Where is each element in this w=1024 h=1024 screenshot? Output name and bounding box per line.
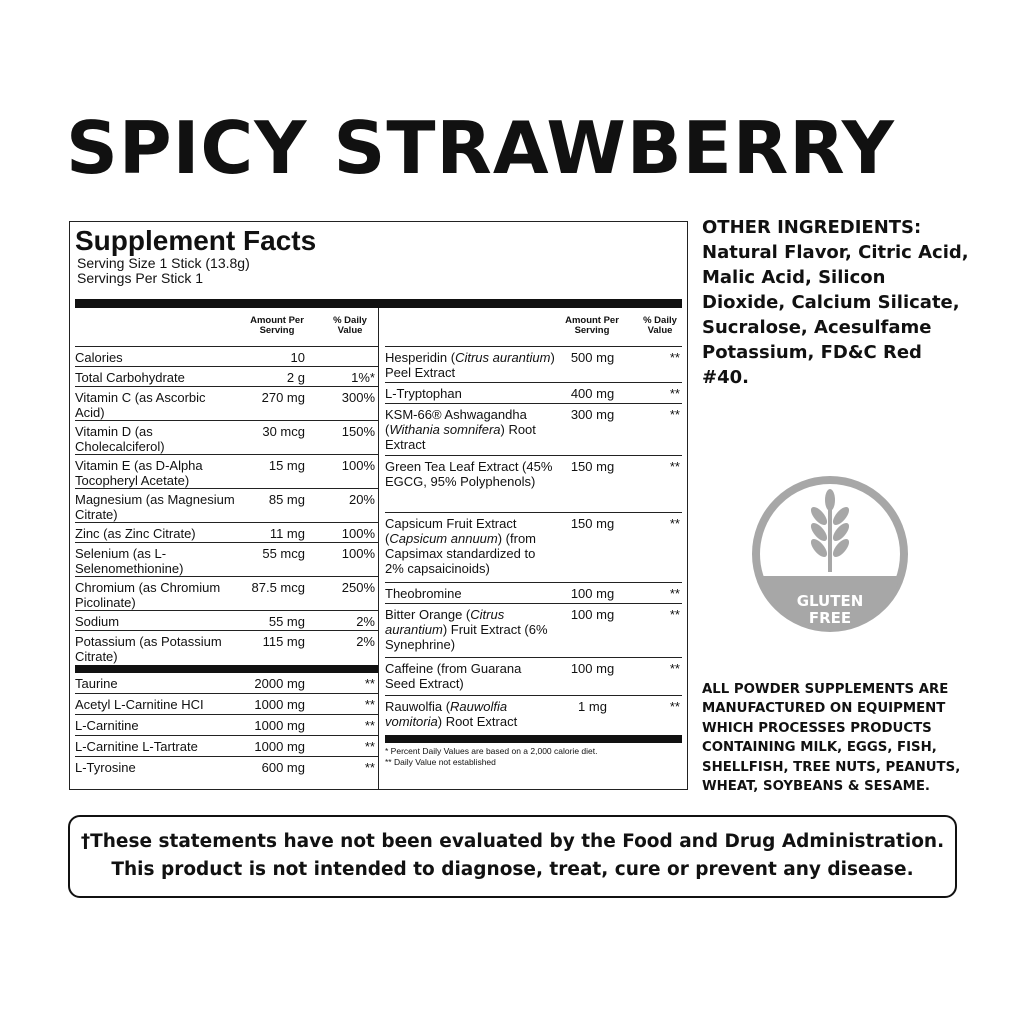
facts-top-bar (75, 299, 682, 308)
ingredient-amount: 1 mg (578, 699, 607, 714)
ingredient-row (385, 347, 682, 383)
footnote-daily-value: * Percent Daily Values are based on a 2,000 calorie diet. (385, 746, 598, 756)
nutrient-row (75, 367, 378, 387)
gluten-free-line1: GLUTEN (796, 592, 864, 610)
nutrient-row (75, 577, 378, 611)
left-column-header (75, 308, 378, 347)
ingredient-name-part: KSM-66® Ashwagandha ( (385, 407, 527, 437)
ingredient-name (385, 350, 555, 382)
nutrient-amount: 55 mg (268, 614, 305, 629)
ingredient-name (385, 386, 555, 403)
ingredient-amount: 100 mg (570, 586, 615, 601)
ingredient-name (385, 516, 555, 582)
footnotes (385, 743, 682, 768)
nutrient-daily-value: 20% (348, 492, 375, 507)
nutrient-row (75, 523, 378, 543)
ingredient-latin-name: Withania somnifera (389, 422, 501, 437)
ingredient-name: L-Carnitine L-Tartrate (75, 739, 198, 754)
nutrient-daily-value: 100% (341, 546, 375, 561)
nutrient-row (75, 387, 378, 421)
ingredient-name-part: Capsicum Fruit Extract ( (385, 516, 517, 546)
ingredient-row (75, 715, 378, 736)
other-ingredients (702, 215, 972, 390)
nutrient-amount: 85 mg (268, 492, 305, 507)
ingredient-daily-value: ** (669, 661, 680, 676)
ingredient-daily-value: ** (669, 407, 680, 422)
left-nutrient-rows (75, 347, 378, 665)
nutrient-row (75, 611, 378, 631)
ingredient-row (385, 583, 682, 604)
ingredient-amount: 150 mg (570, 459, 615, 474)
ingredient-daily-value: ** (669, 350, 680, 365)
nutrient-row (75, 421, 378, 455)
ingredient-amount: 150 mg (570, 516, 615, 531)
left-blend-rows (75, 673, 378, 778)
nutrient-name: Selenium (as L-Selenomethionine) (75, 546, 184, 576)
ingredient-daily-value: ** (669, 386, 680, 401)
ingredient-latin-name: Citrus aurantium (385, 607, 505, 637)
right-section-bar (385, 735, 682, 743)
product-title: SPICY STRAWBERRY (66, 106, 895, 190)
nutrient-row (75, 489, 378, 523)
nutrient-row (75, 543, 378, 577)
ingredient-name-part: Caffeine (from Guarana Seed Extract) (385, 661, 522, 691)
nutrient-amount: 2 g (286, 370, 305, 385)
servings-per-container: Servings Per Stick 1 (77, 270, 204, 286)
nutrient-row (75, 347, 378, 367)
nutrient-daily-value: 300% (341, 390, 375, 405)
right-column-header (385, 308, 682, 347)
ingredient-amount: 600 mg (261, 760, 305, 775)
ingredient-name-part: ) (from Capsimax standardized to 2% capsaicinoids) (385, 531, 537, 576)
ingredient-row (385, 456, 682, 513)
ingredient-amount: 500 mg (570, 350, 615, 365)
ingredient-daily-value: ** (364, 760, 375, 775)
nutrient-daily-value: 100% (341, 526, 375, 541)
ingredient-name: Acetyl L-Carnitine HCI (75, 697, 204, 712)
ingredient-name-part: Bitter Orange ( (385, 607, 471, 622)
ingredient-amount: 1000 mg (254, 739, 305, 754)
ingredient-daily-value: ** (669, 516, 680, 531)
nutrient-daily-value (305, 350, 375, 366)
ingredient-amount: 100 mg (570, 607, 615, 622)
ingredient-amount: 100 mg (570, 661, 615, 676)
ingredient-daily-value: ** (669, 699, 680, 714)
nutrient-daily-value: 100% (341, 458, 375, 473)
nutrient-row (75, 455, 378, 489)
disclaimer-line-1: †These statements have not been evaluated by the Food and Drug Administration. (80, 831, 945, 852)
nutrient-amount: 11 mg (269, 526, 305, 541)
ingredient-row (385, 513, 682, 583)
nutrient-name: Vitamin C (as Ascorbic Acid) (75, 390, 206, 420)
ingredient-row (75, 694, 378, 715)
ingredient-daily-value: ** (669, 586, 680, 601)
ingredient-name-part: ) Peel Extract (385, 350, 555, 380)
ingredient-amount: 300 mg (570, 407, 615, 422)
footnote-not-established: ** Daily Value not established (385, 757, 496, 767)
ingredient-name (385, 407, 555, 455)
serving-size: Serving Size 1 Stick (13.8g) (77, 255, 250, 271)
nutrient-amount: 55 mcg (262, 546, 305, 561)
ingredient-amount: 1000 mg (254, 697, 305, 712)
daily-value-header: % Daily Value (643, 315, 677, 336)
nutrient-daily-value: 2% (356, 634, 375, 649)
daily-value-header: % Daily Value (333, 315, 367, 336)
ingredient-daily-value: ** (364, 718, 375, 733)
ingredient-name-part: Hesperidin ( (385, 350, 456, 365)
facts-header (75, 226, 682, 286)
ingredient-name (385, 586, 555, 603)
nutrient-amount: 87.5 mcg (251, 580, 305, 595)
nutrient-daily-value: 150% (341, 424, 375, 439)
ingredient-name (385, 661, 555, 695)
ingredient-row (385, 383, 682, 404)
nutrient-daily-value: 1%* (351, 370, 375, 385)
nutrient-name: Chromium (as Chromium Picolinate) (75, 580, 221, 610)
nutrient-name: Sodium (75, 614, 120, 629)
ingredient-name (385, 459, 555, 512)
ingredient-amount: 400 mg (570, 386, 615, 401)
ingredient-name: L-Tyrosine (75, 760, 136, 775)
ingredient-row (385, 658, 682, 696)
facts-left-column (75, 308, 378, 778)
nutrient-name: Vitamin E (as D-Alpha Tocopheryl Acetate) (75, 458, 203, 488)
ingredient-name-part: ) Root Extract (437, 714, 518, 729)
facts-right-column (385, 308, 682, 768)
ingredient-latin-name: Rauwolfia vomitoria (385, 699, 508, 729)
amount-per-serving-header: Amount Per Serving (565, 315, 619, 336)
gluten-free-badge (748, 472, 912, 636)
ingredient-name (385, 607, 555, 657)
ingredient-row (385, 604, 682, 658)
ingredient-row (75, 757, 378, 778)
ingredient-daily-value: ** (364, 739, 375, 754)
column-divider (378, 308, 379, 789)
other-ingredients-text: Natural Flavor, Citric Acid, Malic Acid, Silicon Dioxide, Calcium Silicate, Sucralose, Acesulfame Potassium, FD&C Red #40. (702, 242, 969, 388)
ingredient-row (75, 673, 378, 694)
gluten-free-line2: FREE (808, 609, 852, 627)
ingredient-latin-name: Citrus aurantium (455, 350, 551, 365)
left-section-bar (75, 665, 378, 673)
ingredient-latin-name: Capsicum annuum (389, 531, 498, 546)
nutrient-daily-value: 250% (341, 580, 375, 595)
nutrient-amount: 270 mg (261, 390, 305, 405)
ingredient-name-part: ) Root Extract (385, 422, 536, 452)
nutrient-amount: 30 mcg (262, 424, 305, 439)
ingredient-daily-value: ** (669, 459, 680, 474)
other-ingredients-heading: OTHER INGREDIENTS: (702, 217, 922, 238)
disclaimer-line-2: This product is not intended to diagnose, treat, cure or prevent any disease. (111, 859, 914, 880)
ingredient-name: Taurine (75, 676, 118, 691)
supplement-facts-panel (69, 221, 688, 790)
ingredient-daily-value: ** (364, 676, 375, 691)
nutrient-name: Zinc (as Zinc Citrate) (75, 526, 196, 541)
nutrient-name: Potassium (as Potassium Citrate) (75, 634, 222, 664)
ingredient-amount: 1000 mg (254, 718, 305, 733)
ingredient-name-part: ) Fruit Extract (6% Synephrine) (385, 622, 548, 652)
facts-title: Supplement Facts (75, 225, 317, 256)
nutrient-row (75, 631, 378, 665)
ingredient-name: L-Carnitine (75, 718, 139, 733)
ingredient-daily-value: ** (364, 697, 375, 712)
ingredient-row (75, 736, 378, 757)
ingredient-name-part: Green Tea Leaf Extract (45% EGCG, 95% Polyphenols) (385, 459, 553, 489)
ingredient-name-part: Rauwolfia ( (385, 699, 451, 714)
amount-per-serving-header: Amount Per Serving (250, 315, 304, 336)
nutrient-amount: 10 (290, 350, 305, 365)
ingredient-amount: 2000 mg (254, 676, 305, 691)
nutrient-name: Total Carbohydrate (75, 370, 185, 385)
nutrient-name: Vitamin D (as Cholecalciferol) (75, 424, 165, 454)
ingredient-daily-value: ** (669, 607, 680, 622)
allergen-statement: ALL POWDER SUPPLEMENTS ARE MANUFACTURED ON EQUIPMENT WHICH PROCESSES PRODUCTS CONTAINING MILK, EGGS, FISH, SHELLFISH, TREE NUTS, PEANUTS, WHEAT, SOYBEANS & SESAME. (702, 682, 961, 795)
ingredient-name (385, 699, 555, 735)
nutrient-daily-value: 2% (356, 614, 375, 629)
ingredient-name-part: Theobromine (385, 586, 462, 601)
ingredient-name-part: L-Tryptophan (385, 386, 462, 401)
nutrient-name: Calories (75, 350, 123, 365)
nutrient-amount: 15 mg (268, 458, 305, 473)
ingredient-row (385, 404, 682, 456)
fda-disclaimer (68, 815, 957, 898)
nutrient-name: Magnesium (as Magnesium Citrate) (75, 492, 235, 522)
nutrient-amount: 115 mg (262, 634, 305, 649)
right-ingredient-rows (385, 347, 682, 735)
ingredient-row (385, 696, 682, 735)
